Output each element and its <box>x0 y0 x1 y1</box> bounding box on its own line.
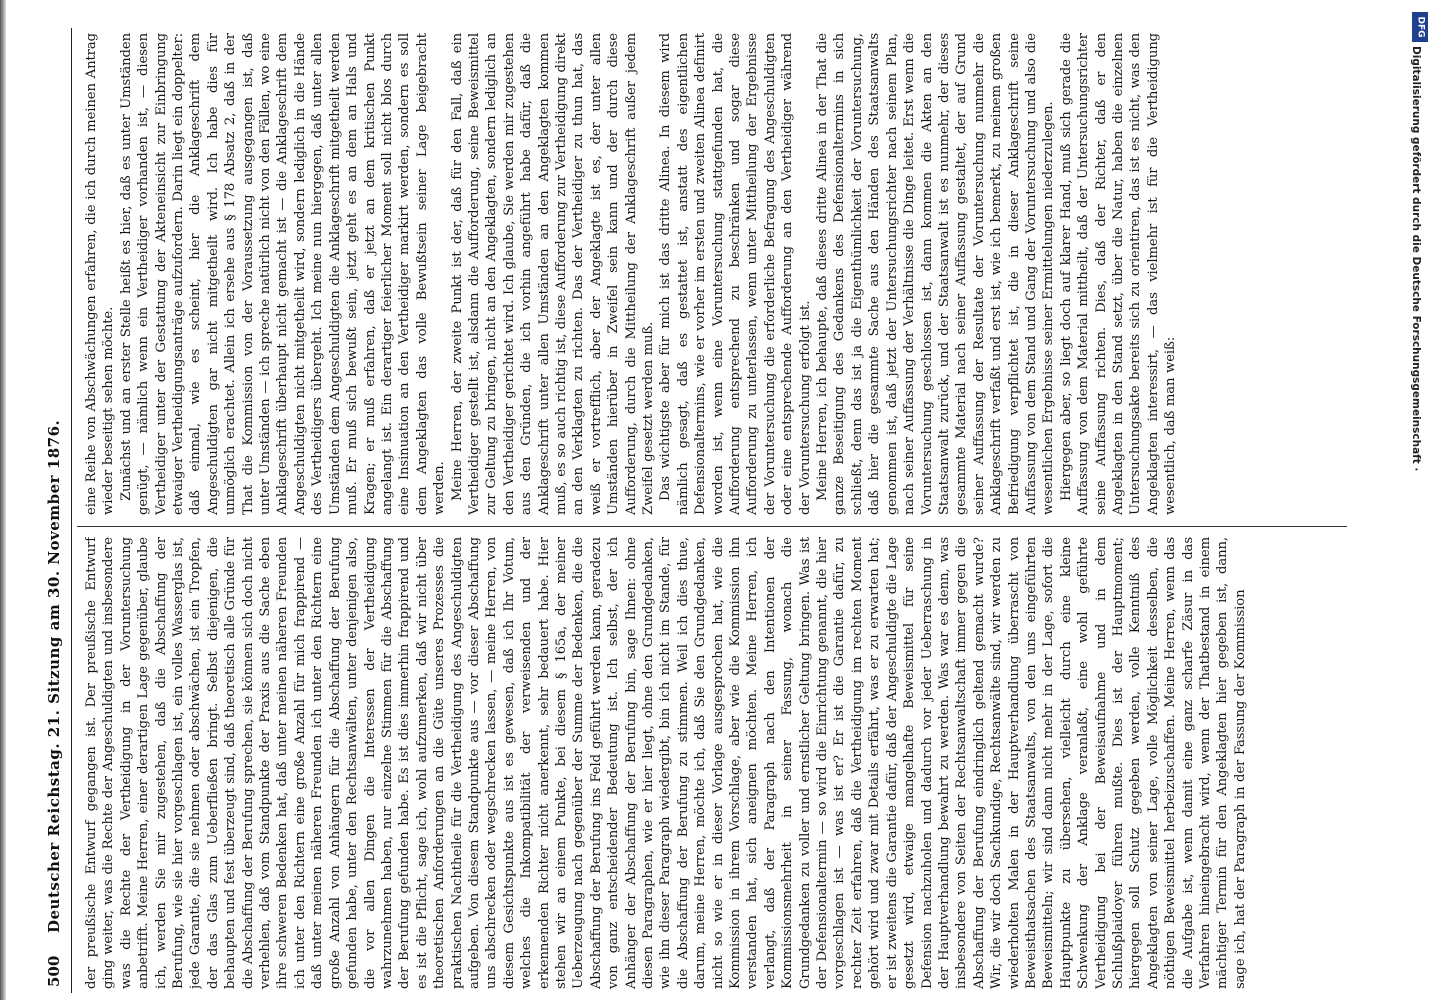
page-number: 500 <box>45 955 63 987</box>
left-column <box>83 537 1347 989</box>
paragraph: Hiergegen aber, so liegt doch auf klarer Hand, muß sich gerade die Auffassung von dem Material mittheilt, daß der Untersuchungsrichter seine Auffassung richten. Dies, daß der Richter, daß er den Angeklagten in den Stand setzt, über die Natur, haben die einzelnen Untersuchungsakte bereits sich zu orientiren, das ist es nicht, was den Angeklagten interessirt, — das vielmehr ist für die Vertheidigung wesentlich, daß man weiß: <box>1058 33 1179 515</box>
rotated-scanned-page <box>37 28 1347 993</box>
paragraph: Meine Herren, ich behaupte, daß dieses dritte Alinea in der That die ganze Beseitigung des Gedankens des Defensionaltermins in sich schließt, denn das ist ja die Eigenthümlichkeit der Voruntersuchung, daß hier die gesammte Sache aus den Händen des Staatsanwalts genommen ist, daß jetzt der Untersuchungsrichter nach seinem Plan, nach seiner Auffassung der Verhältnisse die Dinge leitet. Erst wenn die Voruntersuchung geschlossen ist, dann kommen die Akten an den Staatsanwalt zurück, und der Staatsanwalt ist es nunmehr, der dieses gesammte Material nach seiner Auffassung gestaltet, der auf Grund seiner Auffassung der Resultate der Voruntersuchung nunmehr die Anklageschrift verfaßt und erst ist, wie ich bemerkt, zu meinem großen Befriedigung verpflichtet ist, die in dieser Anklageschrift seine Auffassung von dem Stand und Gang der Voruntersuchung und also die wesentlichen Ergebnisse seiner Ermittelungen niederzulegen. <box>815 33 1057 515</box>
page-title: Deutscher Reichstag. 21. Sitzung am 30. November 1876. <box>45 419 63 933</box>
paragraph: Zunächst und an erster Stelle heißt es hier, daß es unter Umständen genügt, — nämlich wenn ein Vertheidiger vorhanden ist, — diesen Vertheidiger unter der Gestattung der Akteneinsicht zur Einbringung etwaiger Vertheidigungsanträge aufzufordern. Darin liegt ein doppelter: daß einmal, wie es scheint, hier die Anklageschrift dem Angeschuldigten gar nicht mitgetheilt wird. Ich habe dies für unmöglich erachtet. Allein ich ersehe aus § 178 Absatz 2, daß in der That die Kommission von der Voraussetzung ausgegangen ist, daß unter Umständen — ich spreche natürlich nicht von den Fällen, wo eine Anklageschrift überhaupt nicht gemacht ist — die Anklageschrift dem Angeschuldigten nicht mitgetheilt wird, sondern lediglich in die Hände des Vertheidigers übergeht. Ich meine nun hiergegen, daß unter allen Umständen dem Angeschuldigten die Anklageschrift mitgetheilt werden muß. Er muß sich bewußt sein, jetzt geht es an dem an Hals und Kragen; er muß erfahren, daß er jetzt an dem kritischen Punkt angelangt ist. Ein derartiger feierlicher Moment soll nicht blos durch eine Insinuation an den Vertheidiger markirt werden, sondern es soll dem Angeklagten das volle Bewußtsein seiner Lage beigebracht werden. <box>118 33 448 515</box>
paragraph: Meine Herren, der zweite Punkt ist der, daß für den Fall, daß ein Vertheidiger gestellt ist, alsdann die Aufforderung, seine Beweismittel zur Geltung zu bringen, nicht an den Angeklagten, sondern lediglich an den Vertheidiger gerichtet wird. Ich glaube, Sie werden mir zugestehen aus den Gründen, die ich vorhin angeführt habe dafür, daß die Anklageschrift unter allen Umständen an den Angeklagten kommen muß, es so auch richtig ist, diese Aufforderung zur Vertheidigung direkt an den Verklagten zu richten. Das der Vertheidiger zu thun hat, das weiß er vortrefflich, aber der Angeklagte ist es, der unter allen Umständen hierüber in Zweifel sein kann und der durch diese Aufforderung, durch die Mittheilung der Anklageschrift außer jedem Zweifel gesetzt werden muß. <box>449 33 656 515</box>
paragraph: eine Reihe von Abschwächungen erfahren, die ich durch meinen Antrag wieder beseitigt sehen möchte. <box>84 33 117 515</box>
dfg-logo-icon: DFG <box>1412 12 1428 42</box>
column-divider <box>77 526 1347 527</box>
page-edge-shadow <box>0 0 6 1000</box>
paragraph: der preußische Entwurf gegangen ist. Der preußische Entwurf ging weiter, was die Rechte der Angeschuldigten und insbesondere was die Rechte der Vertheidigung in der Voruntersuchung anbetrifft. Meine Herren, einer derartigen Lage gegenüber, glaube ich, werden Sie mir zugestehen, daß die Abschaffung der Berufung, wie sie hier vorgeschlagen ist, ein volles Wasserglas ist, jede Garantie, die sie nehmen oder abschwächen, ist ein Tropfen, der das Glas zum Ueberfließen bringt. Selbst diejenigen, die behaupten und fest überzeugt sind, daß theoretisch alle Gründe für die Abschaffung der Berufung sprechen, sie können sich doch nicht verhehlen, daß vom Standpunkte der Praxis aus die Sache eben ihre schweren Bedenken hat, daß unter meinen näheren Freunden ich unter den Richtern eine große Anzahl für mich frappirend — daß unter meinen näheren Freunden ich unter den Richtern eine große Anzahl von Anhängern für die Abschaffung der Berufung gefunden habe, unter den Rechtsanwälten, unter denjenigen also, die vor allen Dingen die Interessen der Vertheidigung wahrzunehmen haben, nur einzelne Stimmen für die Abschaffung der Berufung gefunden habe. Es ist dies immerhin frappirend und es ist die Pflicht, sage ich, wohl aufzumerken, daß wir nicht über theoretischen Anforderungen an die Güte unseres Prozesses die praktischen Nachtheile für die Vertheidigung des Angeschuldigten aufgeben. Von diesem Standpunkte aus — vor dieser Abschaffung uns abschrecken oder wegschrecken lassen, — meine Herren, von diesem Gesichtspunkte aus ist es gewesen, daß ich Ihr Votum, welches die Inkompatibilität der verweisenden und der erkennenden Richter nicht anerkennt, sehr bedauert habe. Hier stehen wir an einem Punkte, bei diesem § 165a, der meiner Ueberzeugung nach gegenüber der Summe der Bedenken, die die Abschaffung der Berufung ins Feld geführt werden kann, geradezu von ganz entscheidender Bedeutung ist. Ich selbst, der ich Anhänger der Abschaffung der Berufung bin, sage Ihnen: ohne diesen Paragraphen, wie er hier liegt, ohne den Grundgedanken, wie ihn dieser Paragraph wiedergibt, bin ich nicht im Stande, für die Abschaffung der Berufung zu stimmen. Weil ich dies thue, darum, meine Herren, möchte ich, daß Sie den Grundgedanken, nicht so wie er in dieser Vorlage ausgesprochen hat, wie die Kommission in ihrem Vorschlage, aber wie die Kommission ihn verstanden hat, sich aneignen möchten. Meine Herren, ich verlangt, daß der Paragraph nach den Intentionen der Kommissionsmehrheit in seiner Fassung, wonach die Grundgedanken zu voller und ernstlicher Geltung bringen. Was ist der Defensionaltermin — so wird die Einrichtung genannt, die hier vorgeschlagen ist — was ist er? Er ist die Garantie dafür, zu rechter Zeit erfahren, daß die Vertheidigung im rechten Moment gehört wird und zwar mit Details erfährt, was er zu erwarten hat; er ist zweitens die Garantie dafür, daß der Angeschuldigte die Lage gesetzt wird, etwaige mangelhafte Beweismittel für seine Defension nachzuholen und dadurch vor jeder Ueberraschung in der Hauptverhandlung bewahrt zu werden. Was war es denn, was insbesondere von Seiten der Rechtsanwaltschaft immer gegen die Abschaffung der Berufung eindringlich geltend gemacht wurde? Wir, die wir doch Sachkundige, Rechtsanwälte sind, wir werden zu wiederholten Malen in der Hauptverhandlung überrascht von Beweisthatsachen des Staatsanwalts, von den uns eingeführten Beweismitteln; wir sind dann nicht mehr in der Lage, sofort die Hauptpunkte zu übersehen, vielleicht durch eine kleine Schwenkung der Anklage veranlaßt, eine wohl geführte Vertheidigung bei der Beweisaufnahme und in dem Schlußplaidoyer führen mußte. Dies ist der Hauptmoment; hiergegen soll Schutz gegeben werden, volle Kenntniß des Angeklagten von seiner Lage, volle Möglichkeit desselben, die nöthigen Beweismittel herbeizuschaffen. Meine Herren, wenn das die Aufgabe ist, wenn damit eine ganz scharfe Zäsur in das Verfahren hineingebracht wird, wenn der Thatbestand in einem mächtiger Termin für den Angeklagten hier gegeben ist, dann, sage ich, hat der Paragraph in der Fassung der Kommission <box>84 537 1248 989</box>
page-header <box>37 28 72 993</box>
paragraph: Das wichtigste aber für mich ist das dritte Alinea. In diesem wird nämlich gesagt, daß es gestattet ist, anstatt des eigentlichen Defensionaltermins, wie er vorher im ersten und zweiten Alinea definirt worden ist, wenn eine Voruntersuchung stattgefunden hat, die Aufforderung entsprechend zu beschränken und sogar diese Aufforderung zu unterlassen, wenn unter Mittheilung der Ergebnisse der Voruntersuchung die erforderliche Befragung des Angeschuldigten oder eine entsprechende Aufforderung an den Vertheidiger während der Voruntersuchung erfolgt ist. <box>658 33 813 515</box>
credit-text: Digitalisierung gefördert durch die Deutsche Forschungsgemeinschaft · <box>1410 46 1422 472</box>
right-column <box>83 33 1347 515</box>
digitization-credit <box>1410 6 1430 996</box>
